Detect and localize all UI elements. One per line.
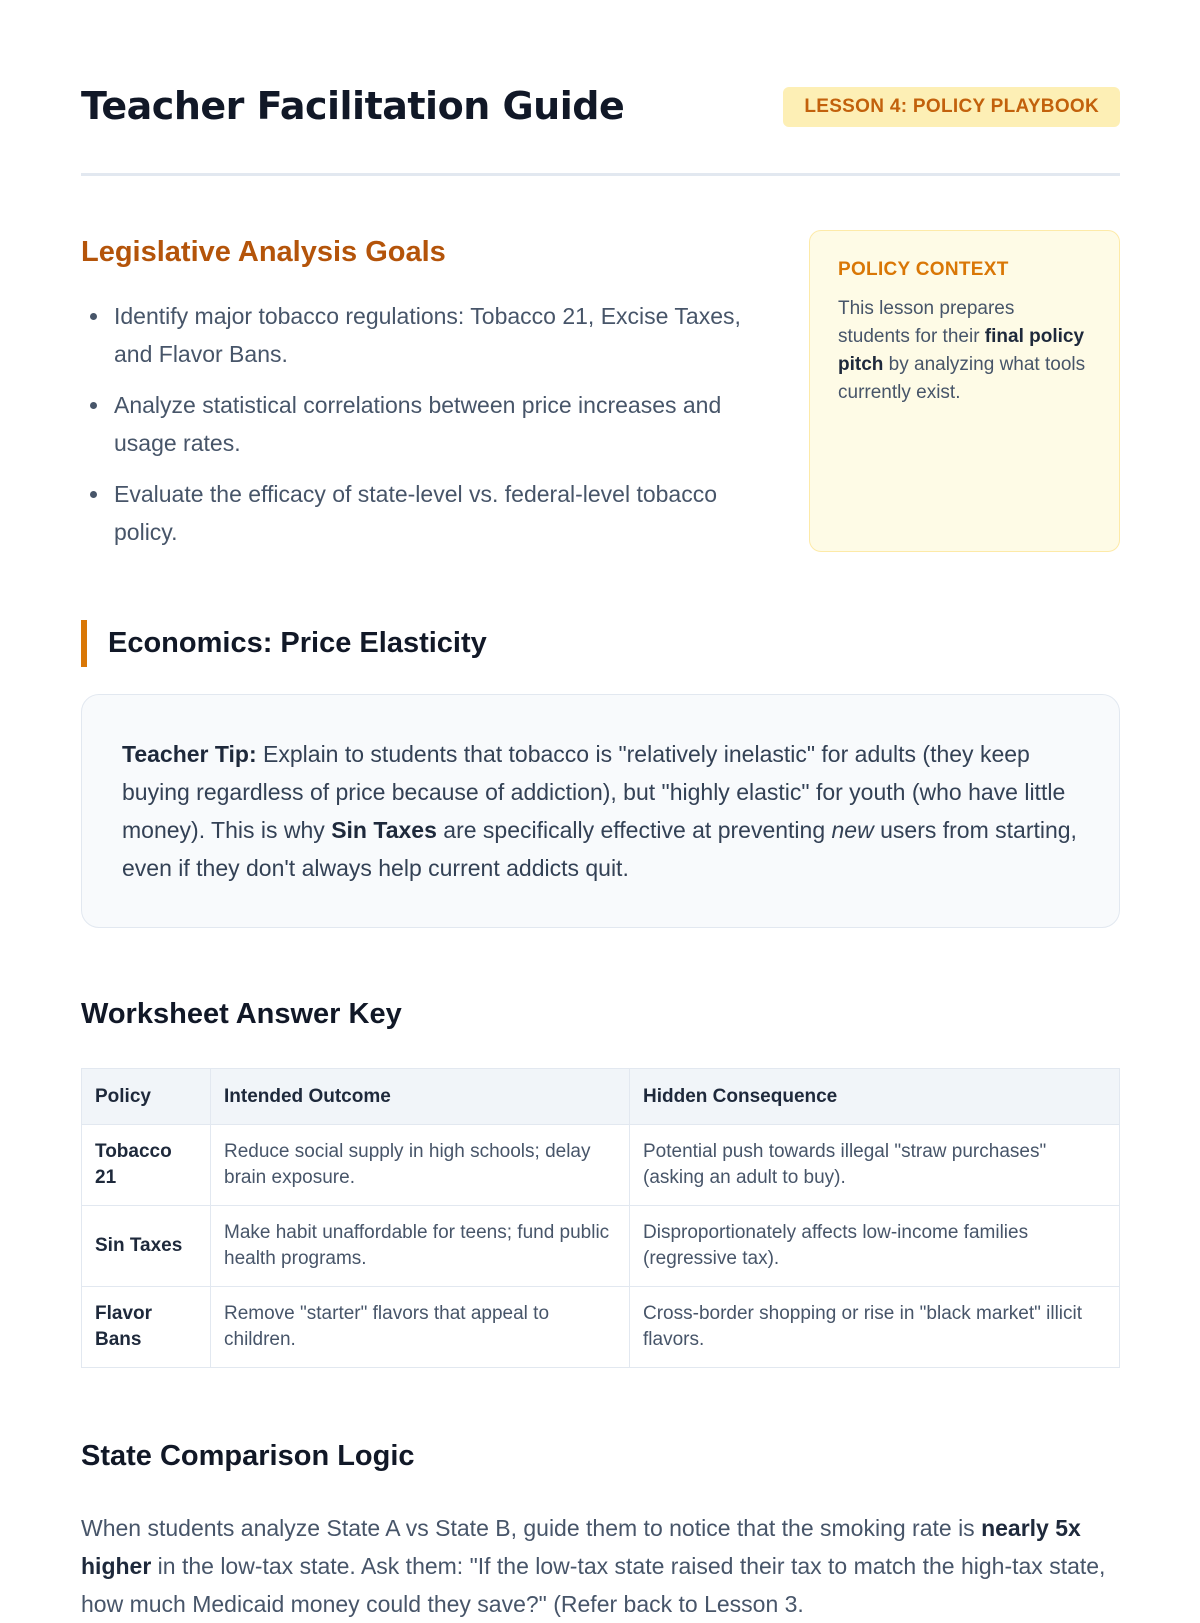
intended-outcome-cell: Make habit unaffordable for teens; fund public health programs. [211, 1206, 630, 1287]
hidden-consequence-cell: Disproportionately affects low-income families (regressive tax). [630, 1206, 1120, 1287]
intended-outcome-cell: Reduce social supply in high schools; delay brain exposure. [211, 1125, 630, 1206]
policy-cell: Sin Taxes [82, 1206, 211, 1287]
page-header [81, 80, 1120, 176]
table-row [82, 1206, 1120, 1287]
hidden-consequence-cell: Cross-border shopping or rise in "black market" illicit flavors. [630, 1287, 1120, 1368]
goal-item: Evaluate the efficacy of state-level vs. federal-level tobacco policy. [81, 475, 741, 551]
table-row [82, 1287, 1120, 1368]
state-text-end: in the low-tax state. Ask them: "If the low-tax state raised their tax to match the high-tax state, how much Medicaid money could they save?" (Refer back to Lesson 3. [81, 1553, 1106, 1617]
state-comparison-text [81, 1509, 1120, 1623]
state-text-start: When students analyze State A vs State B, guide them to notice that the smoking rate is [81, 1515, 982, 1541]
policy-context-label: POLICY CONTEXT [838, 259, 1009, 280]
answer-key-table [81, 1068, 1120, 1368]
context-text-end: by analyzing what tools currently exist. [838, 354, 1086, 403]
policy-cell: Flavor Bans [82, 1287, 211, 1368]
column-header-hidden-consequence: Hidden Consequence [630, 1069, 1120, 1125]
answer-key-heading: Worksheet Answer Key [81, 998, 402, 1030]
column-header-policy: Policy [82, 1069, 211, 1125]
table-row [82, 1125, 1120, 1206]
teacher-tip-label: Teacher Tip: [122, 741, 257, 767]
tip-text-part: Explain to students that tobacco is "relatively inelastic" for adults (they keep buying regardless of price because of addiction), but "highly elastic" for youth (who have little money). This is why [122, 741, 1066, 843]
state-comparison-heading: State Comparison Logic [81, 1440, 415, 1472]
tip-text-bold: Sin Taxes [331, 817, 437, 843]
goals-title: Legislative Analysis Goals [81, 236, 446, 268]
lesson-badge: LESSON 4: POLICY PLAYBOOK [783, 87, 1120, 127]
intended-outcome-cell: Remove "starter" flavors that appeal to children. [211, 1287, 630, 1368]
table-header-row [82, 1069, 1120, 1125]
column-header-intended-outcome: Intended Outcome [211, 1069, 630, 1125]
economics-heading: Economics: Price Elasticity [81, 620, 487, 667]
state-text-bold: nearly 5x higher [81, 1515, 1081, 1579]
teacher-tip-box [81, 694, 1120, 928]
goals-list [81, 297, 741, 564]
context-text-bold: final policy pitch [838, 326, 1085, 375]
policy-context-text [838, 295, 1091, 407]
tip-text-italic: new [831, 817, 874, 843]
policy-context-box [809, 230, 1120, 552]
policy-cell: Tobacco 21 [82, 1125, 211, 1206]
goal-item: Identify major tobacco regulations: Tobacco 21, Excise Taxes, and Flavor Bans. [81, 297, 741, 373]
tip-text-part: are specifically effective at preventing [436, 817, 832, 843]
page-title: Teacher Facilitation Guide [81, 84, 625, 128]
context-text-start: This lesson prepares students for their [838, 298, 1015, 347]
teacher-tip-text [122, 735, 1079, 887]
tip-text-part: users from starting, even if they don't always help current addicts quit. [122, 817, 1077, 881]
hidden-consequence-cell: Potential push towards illegal "straw purchases" (asking an adult to buy). [630, 1125, 1120, 1206]
goal-item: Analyze statistical correlations between price increases and usage rates. [81, 386, 741, 462]
